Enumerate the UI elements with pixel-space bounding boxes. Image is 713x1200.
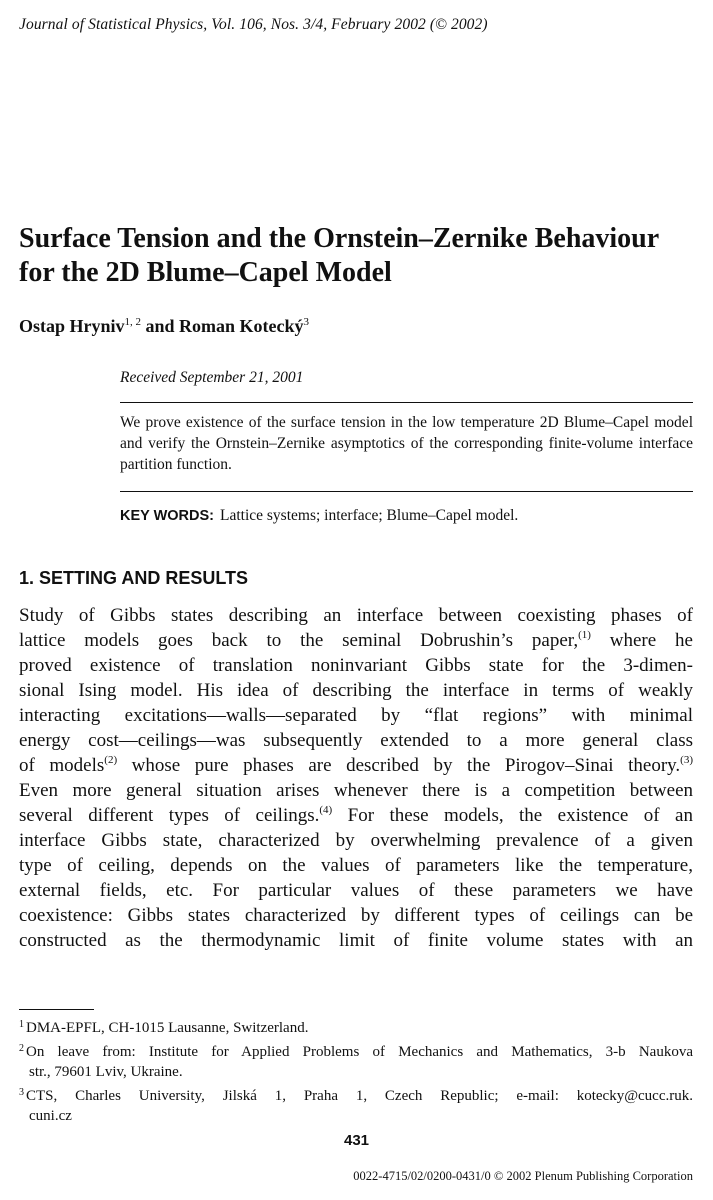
body-line: energy cost—ceilings—was subsequently extended to a more general class bbox=[19, 730, 693, 751]
citation-marker[interactable]: (2) bbox=[104, 754, 118, 766]
footnote-text: CTS, Charles University, Jilská 1, Praha 1, Czech Republic; e-mail: kotecky@cucc.ruk. bbox=[26, 1087, 693, 1104]
body-line: constructed as the thermodynamic limit of finite volume states with an bbox=[19, 930, 693, 951]
body-line: interface Gibbs state, characterized by overwhelming prevalence of a given bbox=[19, 830, 693, 851]
body-fragment: whose pure phases are described by the Pirogov–Sinai theory. bbox=[117, 755, 681, 776]
body-line: type of ceiling, depends on the values of parameters like the temperature, bbox=[19, 855, 693, 876]
body-fragment: For these models, the existence of an bbox=[332, 805, 693, 826]
page-number: 431 bbox=[343, 1132, 370, 1149]
author-conjunction: and bbox=[141, 316, 180, 336]
author-list bbox=[19, 316, 309, 337]
footnote-3 bbox=[19, 1083, 693, 1107]
body-fragment: lattice models goes back to the seminal Dobrushin’s paper, bbox=[19, 630, 579, 651]
footnote-1 bbox=[19, 1015, 693, 1039]
journal-header: Journal of Statistical Physics, Vol. 106, Nos. 3/4, February 2002 (© 2002) bbox=[19, 16, 488, 33]
received-date: Received September 21, 2001 bbox=[120, 369, 304, 386]
footnote-text: On leave from: Institute for Applied Problems of Mechanics and Mathematics, 3-b Naukova bbox=[26, 1043, 693, 1060]
footnote-number: 3 bbox=[19, 1086, 24, 1098]
footnote-number: 1 bbox=[19, 1019, 24, 1030]
footnote-3-continued: cuni.cz bbox=[29, 1108, 72, 1124]
abstract-top-rule bbox=[120, 402, 693, 403]
body-line: Even more general situation arises whenever there is a competition between bbox=[19, 780, 693, 801]
body-line: external fields, etc. For particular values of these parameters we have bbox=[19, 880, 693, 901]
section-heading: 1. SETTING AND RESULTS bbox=[19, 568, 249, 588]
footnote-2-continued: str., 79601 Lviv, Ukraine. bbox=[29, 1064, 183, 1080]
abstract: We prove existence of the surface tension in the low temperature 2D Blume–Capel model and verify the Ornstein–Zernike asymptotics of the corresponding finite-volume interface partition function. bbox=[120, 414, 693, 473]
citation-marker[interactable]: (4) bbox=[319, 804, 333, 816]
citation-marker[interactable]: (1) bbox=[578, 629, 591, 641]
title-line-2: for the 2D Blume–Capel Model bbox=[19, 257, 392, 288]
keywords-text: Lattice systems; interface; Blume–Capel model. bbox=[220, 507, 519, 524]
copyright-line: 0022-4715/02/0200-0431/0 © 2002 Plenum Publishing Corporation bbox=[353, 1169, 693, 1183]
body-line: proved existence of translation noninvariant Gibbs state for the 3-dimen- bbox=[19, 655, 693, 676]
body-text bbox=[19, 603, 693, 953]
author-affiliation-marker: 3 bbox=[303, 316, 310, 328]
body-line: Study of Gibbs states describing an interface between coexisting phases of bbox=[19, 605, 693, 626]
body-line: sional Ising model. His idea of describing the interface in terms of weakly bbox=[19, 680, 693, 701]
paper-title bbox=[19, 222, 699, 290]
title-line-1: Surface Tension and the Ornstein–Zernike Behaviour bbox=[19, 223, 660, 254]
body-line bbox=[19, 628, 693, 653]
footnote-2 bbox=[19, 1039, 693, 1063]
body-fragment: where he bbox=[590, 630, 693, 651]
body-fragment: of models bbox=[19, 755, 105, 776]
body-fragment: several different types of ceilings. bbox=[19, 805, 320, 826]
citation-marker[interactable]: (3) bbox=[680, 754, 693, 766]
footnote-text: DMA-EPFL, CH-1015 Lausanne, Switzerland. bbox=[26, 1020, 309, 1036]
abstract-bottom-rule bbox=[120, 491, 693, 492]
footnote-number: 2 bbox=[19, 1042, 24, 1054]
footnotes bbox=[19, 1015, 693, 1127]
body-line bbox=[19, 753, 693, 778]
keywords-label: KEY WORDS: bbox=[120, 508, 214, 524]
keywords bbox=[120, 507, 518, 525]
body-line: interacting excitations—walls—separated by “flat regions” with minimal bbox=[19, 705, 693, 726]
author-name: Ostap Hryniv bbox=[19, 316, 125, 336]
footnote-rule bbox=[19, 1009, 94, 1010]
author-affiliation-marker: 1, 2 bbox=[124, 316, 142, 328]
body-line bbox=[19, 803, 693, 828]
body-line: coexistence: Gibbs states characterized by different types of ceilings can be bbox=[19, 905, 693, 926]
author-name: Roman Kotecký bbox=[179, 316, 304, 336]
